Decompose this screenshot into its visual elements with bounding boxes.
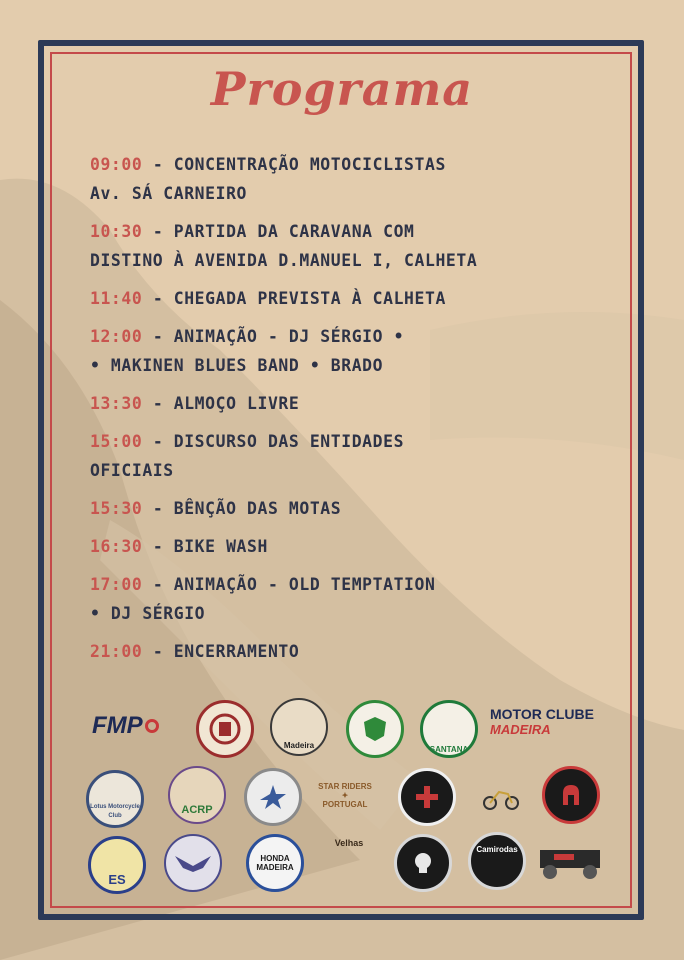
schedule-item: [90, 284, 620, 313]
acrp-logo: ACRP: [168, 766, 226, 824]
schedule-item: [90, 427, 620, 485]
eagle-club-logo: [164, 834, 222, 892]
schedule-item: [90, 322, 620, 380]
lotus-club-logo: Lotus Motorcycle Club: [86, 770, 144, 828]
schedule-time: 15:00: [90, 432, 143, 451]
fmp-logo: [92, 710, 172, 742]
schedule-time: 15:30: [90, 499, 143, 518]
schedule-text: - BIKE WASH: [152, 537, 268, 556]
motorcycle-sketch-logo: [472, 768, 530, 826]
schedule-text: - ANIMAÇÃO - DJ SÉRGIO •: [152, 327, 405, 346]
schedule-text: - DISCURSO DAS ENTIDADES: [152, 432, 405, 451]
fmp-logo-text: FMP: [92, 712, 143, 739]
spartan-logo: [542, 766, 600, 824]
race-bike-icon: [532, 842, 608, 882]
club-emblem-logo: [196, 700, 254, 758]
schedule-text: Av. SÁ CARNEIRO: [90, 184, 248, 203]
schedule-item: [90, 389, 620, 418]
star-icon: [258, 782, 288, 812]
es-club-logo: ES: [88, 836, 146, 894]
schedule-text: - CHEGADA PREVISTA À CALHETA: [152, 289, 446, 308]
association-logo: [346, 700, 404, 758]
schedule-item: [90, 532, 620, 561]
schedule-text: - BÊNÇÃO DAS MOTAS: [152, 499, 342, 518]
helmet-icon: [557, 781, 585, 809]
motorcycle-icon: [481, 782, 521, 812]
circle-badge-logo: [244, 768, 302, 826]
schedule-time: 09:00: [90, 155, 143, 174]
schedule-text: DISTINO À AVENIDA D.MANUEL I, CALHETA: [90, 251, 478, 270]
schedule-time: 21:00: [90, 642, 143, 661]
schedule-text: - ANIMAÇÃO - OLD TEMPTATION: [152, 575, 436, 594]
cross-club-logo: [398, 768, 456, 826]
camirodas-logo: Camirodas: [468, 832, 526, 890]
race-bike-logo: [532, 842, 608, 882]
star-riders-logo: STAR RIDERS ✦ PORTUGAL: [318, 781, 372, 809]
cross-icon: [414, 784, 440, 810]
page-title: Programa: [210, 62, 474, 116]
schedule-text: - CONCENTRAÇÃO MOTOCICLISTAS: [152, 155, 446, 174]
skull-icon: [410, 850, 436, 876]
motor-clube-logo: MOTOR CLUBE MADEIRA: [490, 706, 594, 737]
schedule-time: 16:30: [90, 537, 143, 556]
madeira-skull-logo: Madeira: [270, 698, 328, 756]
velhas-logo: Velhas: [334, 837, 364, 848]
schedule-text: - ENCERRAMENTO: [152, 642, 300, 661]
schedule-item: [90, 494, 620, 523]
schedule-time: 10:30: [90, 222, 143, 241]
schedule-text: - ALMOÇO LIVRE: [152, 394, 300, 413]
schedule-time: 12:00: [90, 327, 143, 346]
schedule-time: 11:40: [90, 289, 143, 308]
schedule-time: 17:00: [90, 575, 143, 594]
schedule-text: OFICIAIS: [90, 461, 174, 480]
shield-icon: [360, 714, 390, 744]
skull-club-logo: [394, 834, 452, 892]
sponsor-logos: [80, 692, 620, 902]
schedule-item: [90, 217, 620, 275]
fmp-wheel-icon: [145, 719, 159, 733]
honda-madeira-logo: HONDA MADEIRA: [246, 834, 304, 892]
schedule-text: • MAKINEN BLUES BAND • BRADO: [90, 356, 384, 375]
schedule-item: [90, 637, 620, 666]
crest-icon: [207, 711, 243, 747]
schedule-item: [90, 570, 620, 628]
schedule-time: 13:30: [90, 394, 143, 413]
eagle-icon: [173, 850, 213, 876]
schedule-item: [90, 150, 620, 208]
santana-logo: SANTANA: [420, 700, 478, 758]
schedule-text: • DJ SÉRGIO: [90, 604, 206, 623]
schedule-text: - PARTIDA DA CARAVANA COM: [152, 222, 415, 241]
schedule-list: [90, 150, 620, 675]
